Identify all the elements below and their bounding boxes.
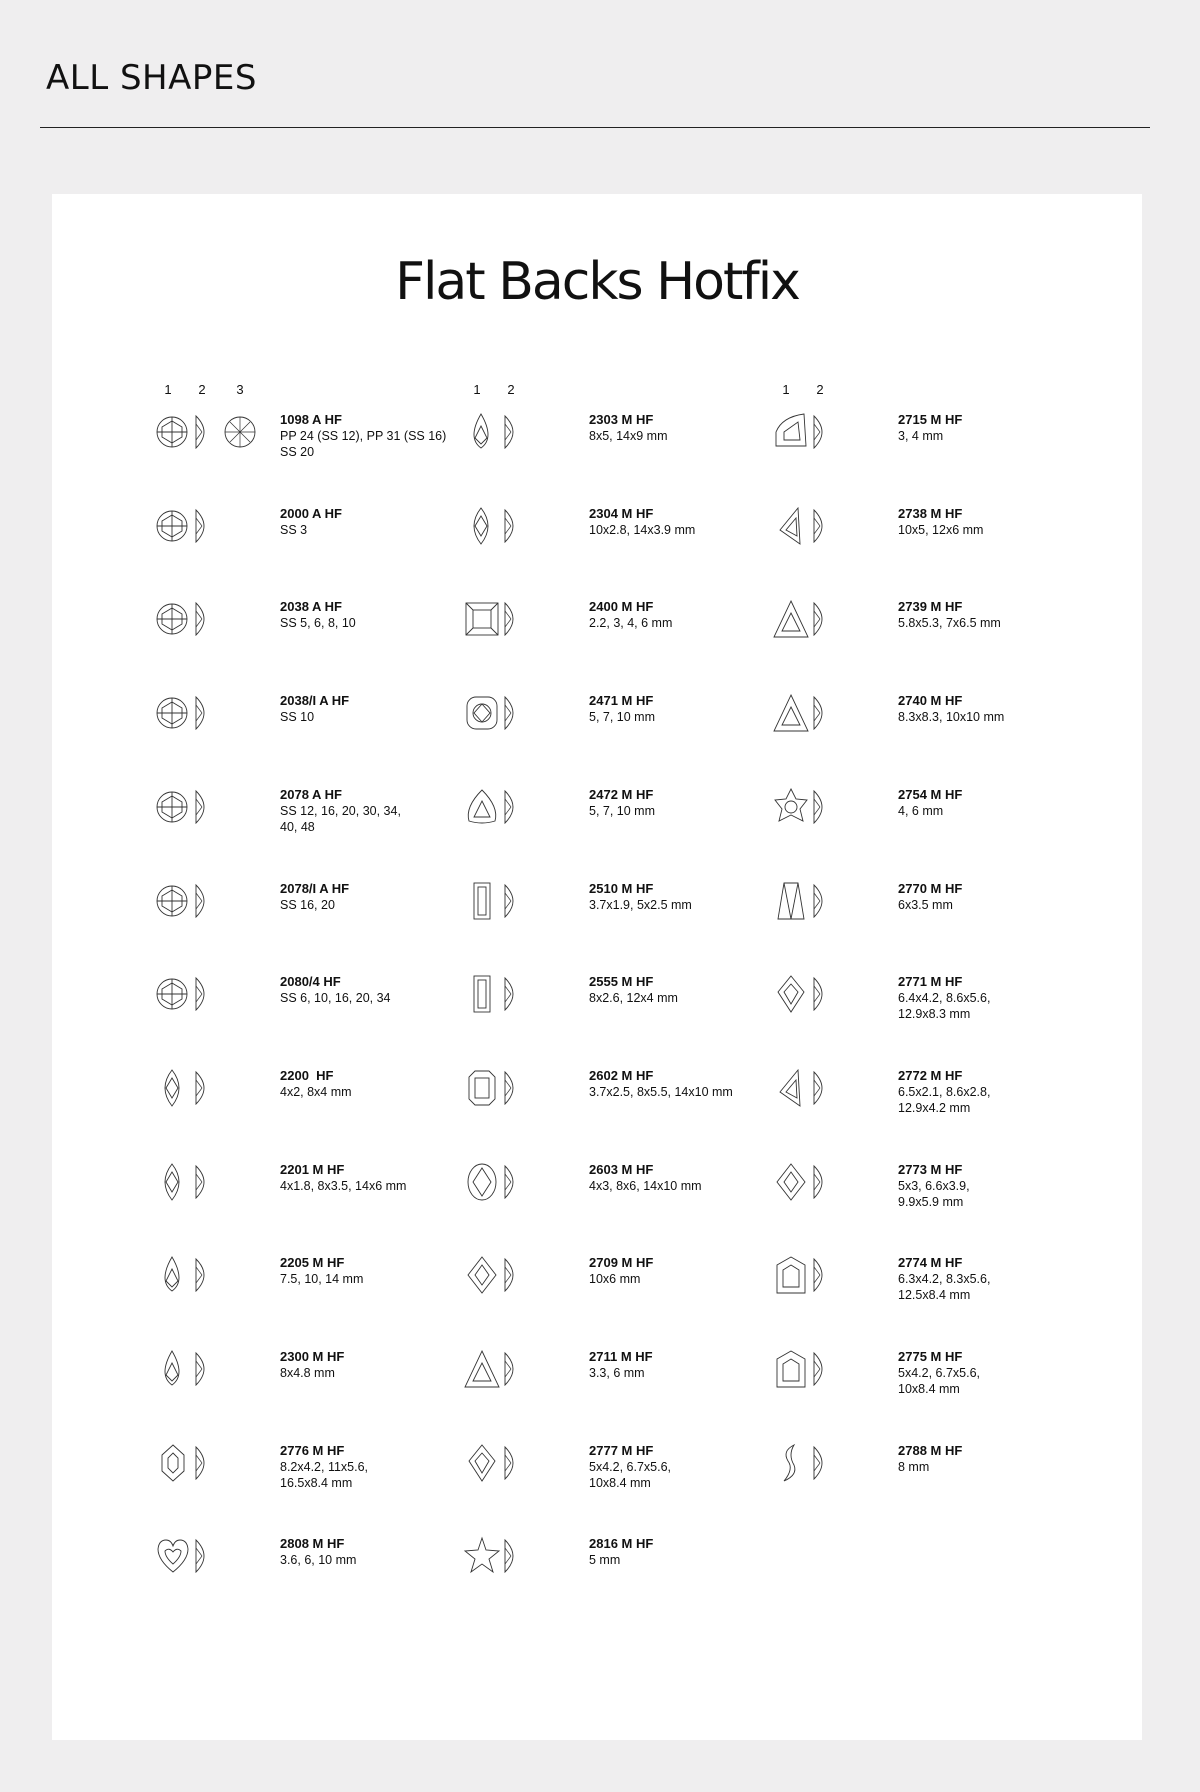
shape-sizes: 6.4x4.2, 8.6x5.6, 12.9x8.3 mm [898,991,991,1022]
shape-code: 2777 M HF [589,1442,654,1458]
view-column-label: 2 [816,382,824,397]
shape-sizes: 6.3x4.2, 8.3x5.6, 12.5x8.4 mm [898,1272,991,1303]
side-profile-icon [811,787,825,827]
shape-label [589,1349,789,1381]
shape-code: 2200 HF [280,1067,334,1083]
side-profile-icon [502,1443,516,1483]
view-column-label: 3 [236,382,244,397]
shape-code: 2471 M HF [589,693,654,709]
round-stone-icon [156,881,190,921]
shape-sizes: 8 mm [898,1459,930,1474]
shape-sizes: 4x3, 8x6, 14x10 mm [589,1178,702,1193]
shape-label [589,412,789,444]
shape-sizes: 3.7x2.5, 8x5.5, 14x10 mm [589,1084,733,1099]
side-profile-icon [811,1162,825,1202]
side-profile-icon [502,1162,516,1202]
shape-code: 2472 M HF [589,786,654,802]
shard-stone-icon [774,506,808,546]
view-column-label: 1 [782,382,790,397]
side-profile-icon [502,1255,516,1295]
shape-label [589,506,789,538]
shape-code: 2774 M HF [898,1255,963,1271]
round-stone-icon [156,693,190,733]
shape-code: 2739 M HF [898,599,963,615]
side-profile-icon [502,881,516,921]
baguette-stone-icon [465,881,499,921]
back-view-icon [224,412,258,452]
view-column-label: 1 [164,382,172,397]
side-profile-icon [811,599,825,639]
side-profile-icon [811,1443,825,1483]
navette-stone-icon [156,1068,190,1108]
round-stone-icon [156,974,190,1014]
catalog-title: Flat Backs Hotfix [395,252,799,312]
shape-code: 2000 A HF [280,505,342,521]
shape-sizes: SS 3 [280,522,308,537]
shape-code: 2711 M HF [589,1349,653,1364]
shape-code: 2201 M HF [280,1161,345,1177]
side-profile-icon [811,506,825,546]
shape-sizes: 5, 7, 10 mm [589,710,655,725]
side-profile-icon [502,974,516,1014]
shape-code: 2772 M HF [898,1067,963,1083]
page-header [0,0,1200,130]
round-stone-icon [156,787,190,827]
trapeze-stone-icon [774,881,808,921]
shape-label [898,693,1098,725]
side-profile-icon [811,412,825,452]
header-divider [40,127,1150,128]
shape-code: 2603 M HF [589,1161,654,1177]
shape-label [589,1255,789,1287]
shape-label [280,1349,480,1381]
side-profile-icon [502,693,516,733]
view-column-label: 2 [198,382,206,397]
shape-label [898,1349,1098,1397]
star-stone-icon [465,1536,499,1576]
shape-sizes: 8.3x8.3, 10x10 mm [898,710,1005,725]
rhombus-stone-icon [774,1162,808,1202]
shape-code: 2773 M HF [898,1161,963,1177]
shape-code: 2304 M HF [589,505,654,521]
shape-sizes: SS 6, 10, 16, 20, 34 [280,991,391,1006]
side-profile-icon [193,1443,207,1483]
kite-stone-icon [774,974,808,1014]
shape-label [898,787,1098,819]
side-profile-icon [502,599,516,639]
page-title: ALL SHAPES [46,58,257,98]
shape-sizes: PP 24 (SS 12), PP 31 (SS 16) SS 20 [280,429,447,459]
shape-sizes: 4x1.8, 8x3.5, 14x6 mm [280,1178,407,1193]
shape-code: 2771 M HF [898,974,963,990]
shape-sizes: 4, 6 mm [898,803,944,818]
shape-label [589,787,789,819]
side-profile-icon [193,974,207,1014]
heart-stone-icon [156,1536,190,1576]
shard-stone-icon [774,1068,808,1108]
shape-label [280,1162,480,1194]
navette-stone-icon [156,1162,190,1202]
shape-code: 2770 M HF [898,880,963,896]
shape-label [898,1068,1098,1116]
shape-sizes: 6.5x2.1, 8.6x2.8, 12.9x4.2 mm [898,1084,991,1115]
pentagon-stone-icon [774,1349,808,1389]
side-profile-icon [811,1068,825,1108]
shape-label [898,974,1098,1022]
shape-sizes: 3.3, 6 mm [589,1366,645,1380]
wave-stone-icon [774,1443,808,1483]
shape-code: 2816 M HF [589,1536,654,1552]
shape-code: 2078 A HF [280,786,342,802]
shape-label [589,1068,789,1100]
shape-sizes: 4x2, 8x4 mm [280,1084,352,1099]
shape-code: 2776 M HF [280,1442,345,1458]
shape-sizes: 2.2, 3, 4, 6 mm [589,616,673,631]
side-profile-icon [502,787,516,827]
shape-code: 2754 M HF [898,786,963,802]
shape-label [898,412,1098,444]
shape-code: 2602 M HF [589,1067,654,1083]
pentagon-stone-icon [774,1255,808,1295]
shape-label [280,1068,480,1100]
shape-label [280,1443,480,1491]
shape-sizes: 5, 7, 10 mm [589,803,655,818]
shape-label [589,881,789,913]
shape-sizes: 5 mm [589,1553,621,1568]
triangle-stone-icon [465,1349,499,1389]
shape-label [280,693,480,725]
trilliant-stone-icon [465,787,499,827]
shape-code: 2038/I A HF [280,693,350,709]
shape-sizes: SS 12, 16, 20, 30, 34, 40, 48 [280,803,401,834]
shape-code: 2788 M HF [898,1442,963,1458]
square-stone-icon [465,599,499,639]
shape-code: 2738 M HF [898,505,963,521]
side-profile-icon [193,1536,207,1576]
kite-stone-icon [465,1443,499,1483]
shape-label [898,881,1098,913]
shape-label [280,1536,480,1568]
shape-sizes: 5x4.2, 6.7x5.6, 10x8.4 mm [589,1459,672,1490]
shape-code: 2078/I A HF [280,880,350,896]
round-stone-icon [156,506,190,546]
shape-label [898,1162,1098,1210]
side-profile-icon [193,1255,207,1295]
shape-code: 2300 M HF [280,1349,345,1364]
side-profile-icon [811,881,825,921]
shape-label [280,506,480,538]
side-profile-icon [193,1349,207,1389]
drop-stone-icon [156,1255,190,1295]
shape-code: 2080/4 HF [280,974,341,990]
catalog-panel [52,194,1142,1740]
side-profile-icon [193,787,207,827]
shape-sizes: 10x2.8, 14x3.9 mm [589,522,696,537]
side-profile-icon [502,1536,516,1576]
shape-code: 2303 M HF [589,412,654,427]
shape-label [589,1162,789,1194]
side-profile-icon [502,412,516,452]
drop-stone-icon [465,412,499,452]
shape-label [280,599,480,631]
shape-label [898,599,1098,631]
navette-stone-icon [465,506,499,546]
shape-label [589,599,789,631]
shape-code: 2555 M HF [589,974,654,990]
shape-sizes: 8x5, 14x9 mm [589,429,668,443]
side-profile-icon [502,1349,516,1389]
side-profile-icon [811,1349,825,1389]
shape-code: 2400 M HF [589,599,654,615]
shape-sizes: 3.6, 6, 10 mm [280,1553,357,1568]
shape-sizes: 5.8x5.3, 7x6.5 mm [898,616,1001,631]
view-column-label: 2 [507,382,515,397]
shape-label [589,693,789,725]
flower-stone-icon [774,787,808,827]
shape-code: 1098 A HF [280,412,342,427]
side-profile-icon [811,693,825,733]
side-profile-icon [502,506,516,546]
side-profile-icon [193,506,207,546]
oval-stone-icon [465,1162,499,1202]
shape-sizes: SS 10 [280,710,315,725]
shape-label [898,1255,1098,1303]
side-profile-icon [193,693,207,733]
shape-sizes: SS 5, 6, 8, 10 [280,616,356,631]
shape-label [589,974,789,1006]
shape-code: 2808 M HF [280,1536,345,1552]
shape-label [589,1443,789,1491]
shape-label [280,1255,480,1287]
shape-sizes: 7.5, 10, 14 mm [280,1272,364,1287]
baguette-stone-icon [465,974,499,1014]
shape-code: 2205 M HF [280,1255,345,1271]
side-profile-icon [811,1255,825,1295]
side-profile-icon [193,599,207,639]
drop-stone-icon [156,1349,190,1389]
shape-label [280,787,480,835]
shape-label [280,881,480,913]
shape-sizes: 8x2.6, 12x4 mm [589,991,678,1006]
shape-code: 2740 M HF [898,693,963,709]
octagon-stone-icon [465,1068,499,1108]
rhombus-stone-icon [465,1255,499,1295]
shape-sizes: 8.2x4.2, 11x5.6, 16.5x8.4 mm [280,1459,369,1490]
shape-sizes: 8x4.8 mm [280,1366,335,1380]
shape-label [280,412,480,460]
shape-code: 2038 A HF [280,599,342,615]
side-profile-icon [193,412,207,452]
round-stone-icon [156,599,190,639]
shape-sizes: 3, 4 mm [898,429,944,443]
triangle-stone-icon [774,599,808,639]
shape-code: 2510 M HF [589,880,654,896]
view-column-label: 1 [473,382,481,397]
shape-label [898,1443,1098,1475]
side-profile-icon [193,1162,207,1202]
shape-sizes: 6x3.5 mm [898,897,953,912]
triangle-stone-icon [774,693,808,733]
shape-label [898,506,1098,538]
shape-sizes: SS 16, 20 [280,897,335,912]
shape-label [280,974,480,1006]
side-profile-icon [502,1068,516,1108]
shape-sizes: 10x6 mm [589,1272,641,1287]
round-stone-icon [156,412,190,452]
side-profile-icon [811,974,825,1014]
side-profile-icon [193,1068,207,1108]
shape-label [589,1536,789,1568]
cushion-stone-icon [465,693,499,733]
shape-code: 2775 M HF [898,1349,963,1364]
shape-sizes: 10x5, 12x6 mm [898,522,984,537]
shape-sizes: 5x4.2, 6.7x5.6, 10x8.4 mm [898,1366,981,1396]
shape-code: 2709 M HF [589,1255,654,1271]
shape-sizes: 3.7x1.9, 5x2.5 mm [589,897,692,912]
side-profile-icon [193,881,207,921]
shape-sizes: 5x3, 6.6x3.9, 9.9x5.9 mm [898,1178,970,1209]
shape-code: 2715 M HF [898,412,963,427]
fan-stone-icon [774,412,808,452]
hexagon-stone-icon [156,1443,190,1483]
